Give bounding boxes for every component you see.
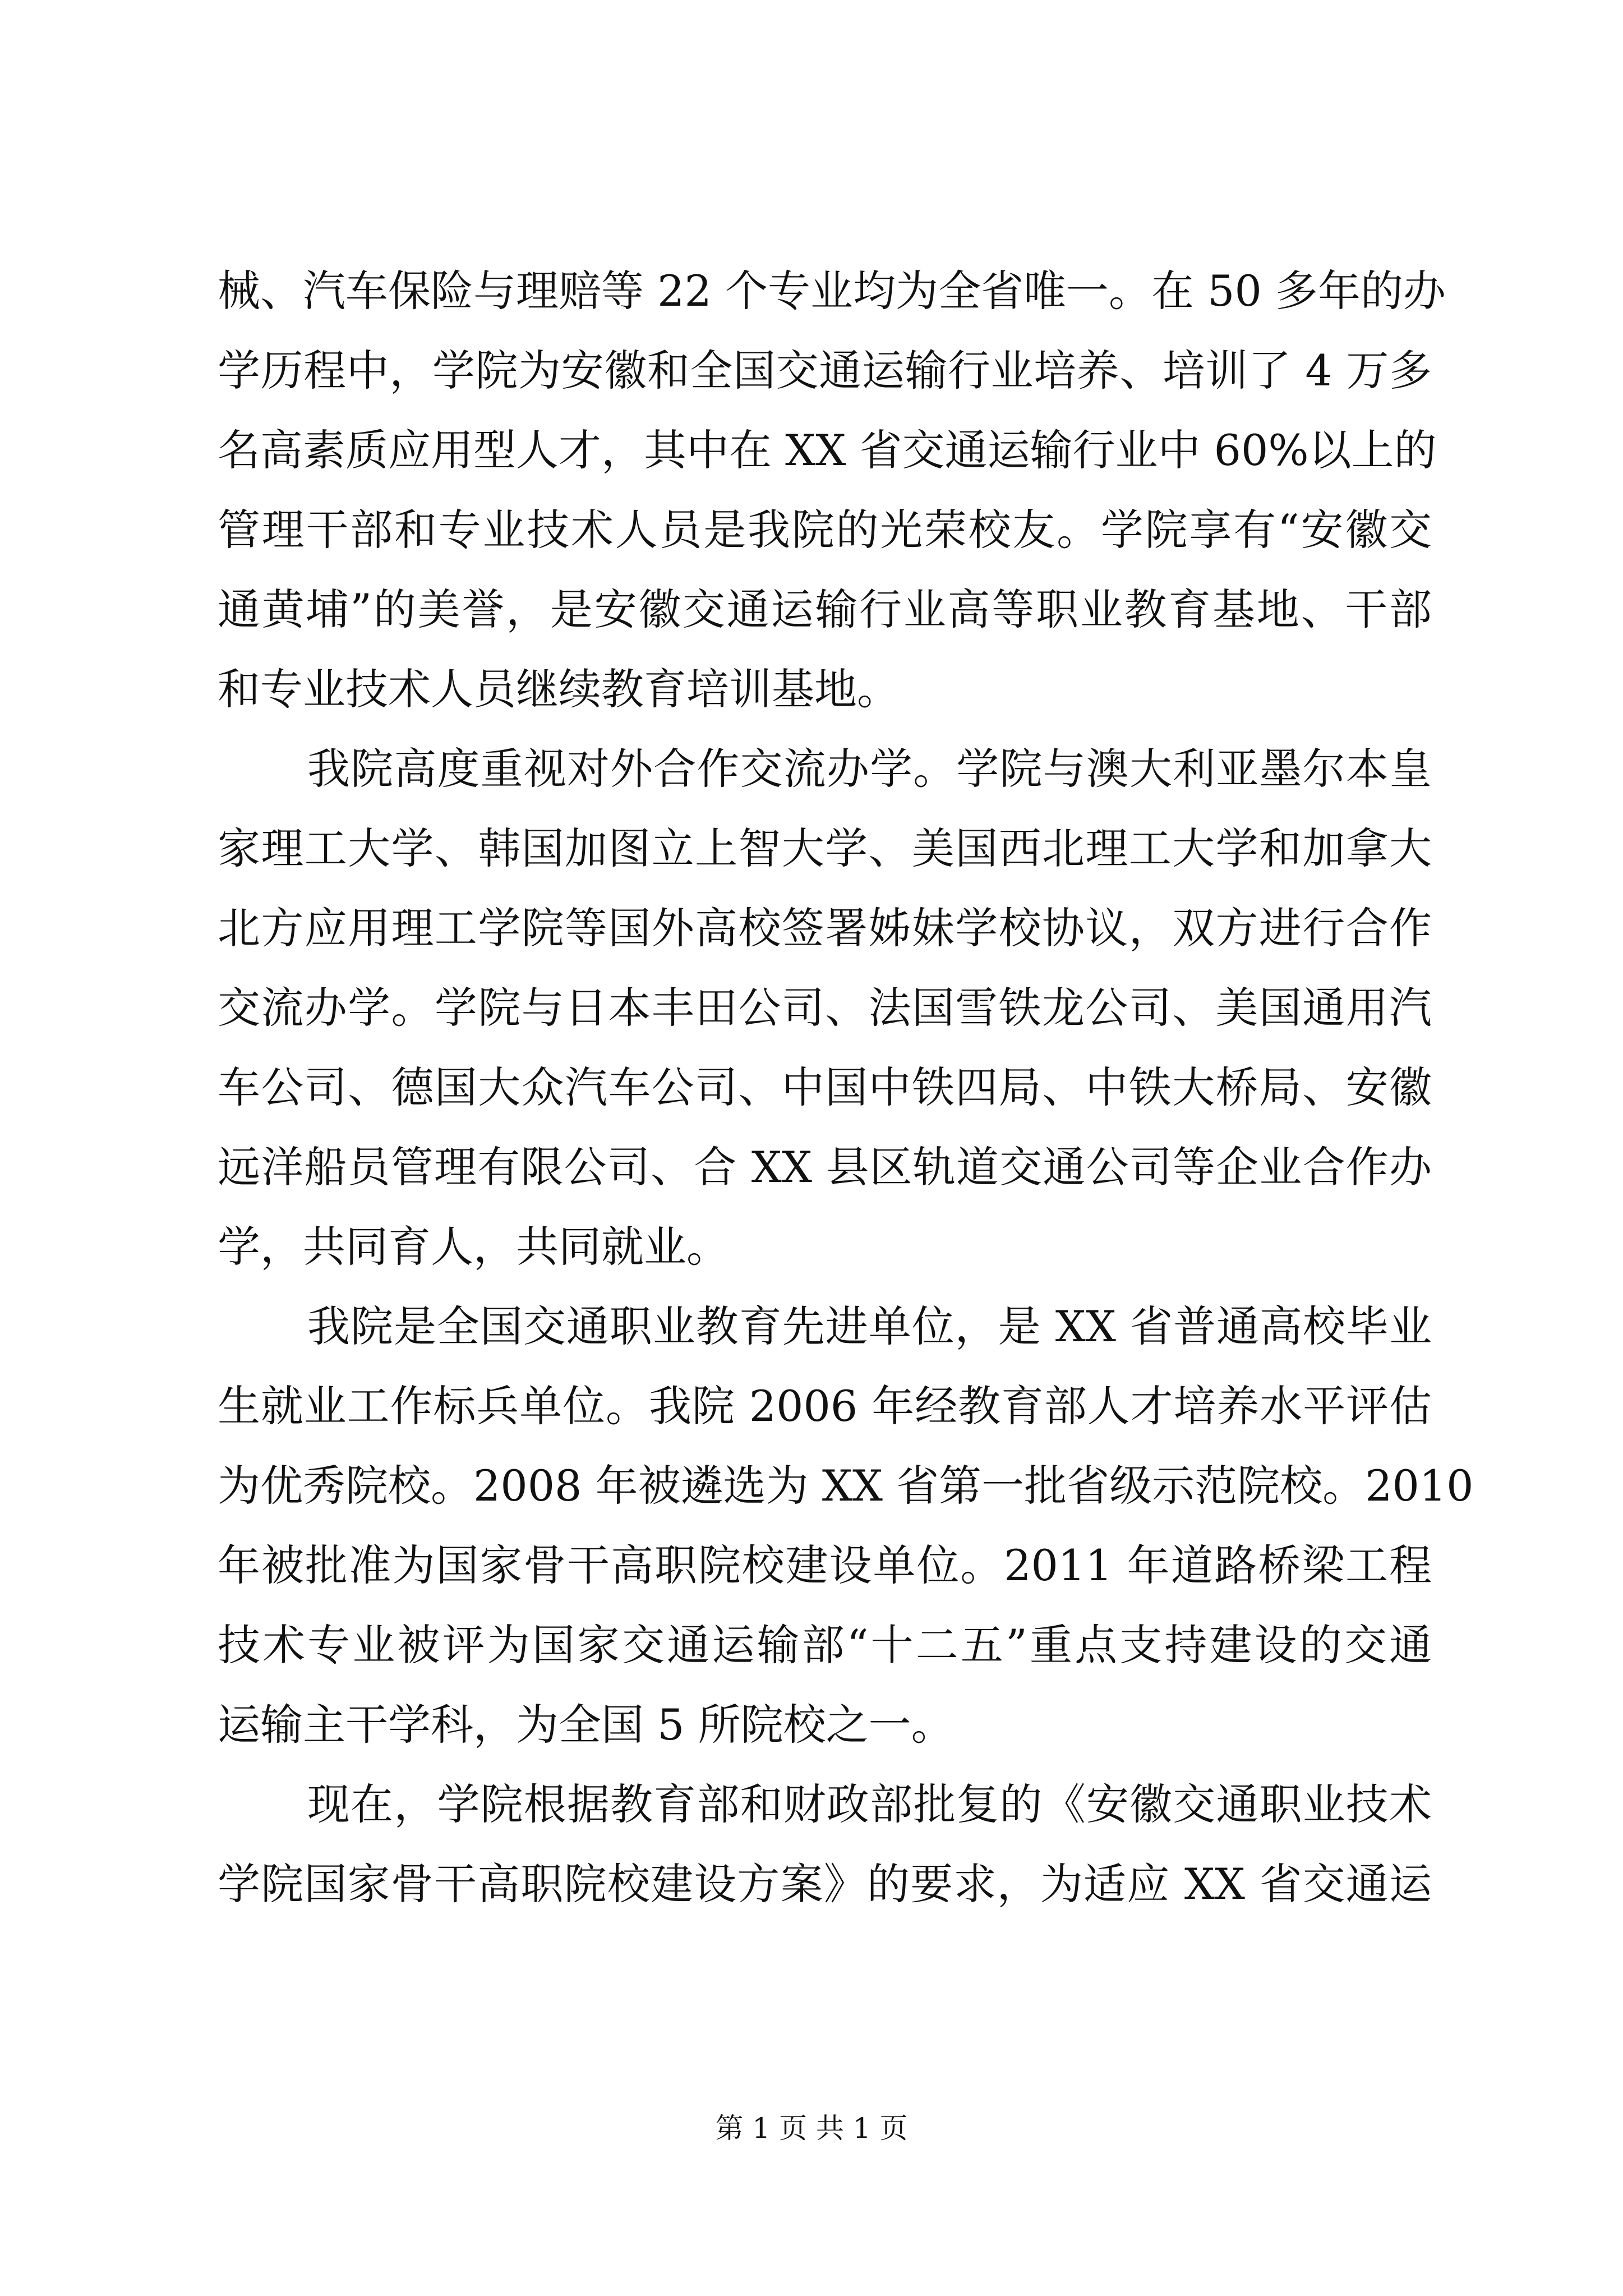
text-line: 械、汽车保险与理赔等 22 个专业均为全省唯一。在 50 多年的办 <box>218 266 1446 316</box>
text-line: 运输主干学科，为全国 5 所院校之一。 <box>218 1700 954 1750</box>
text-line: 我院是全国交通职业教育先进单位，是 XX 省普通高校毕业 <box>307 1301 1432 1351</box>
paragraph-4 <box>218 1765 1432 1924</box>
text-line: 现在，学院根据教育部和财政部批复的《安徽交通职业技术 <box>307 1779 1432 1829</box>
text-line: 车公司、德国大众汽车公司、中国中铁四局、中铁大桥局、安徽 <box>218 1062 1432 1112</box>
text-line: 家理工大学、韩国加图立上智大学、美国西北理工大学和加拿大 <box>218 823 1432 873</box>
text-line: 年被批准为国家骨干高职院校建设单位。2011 年道路桥梁工程 <box>218 1540 1432 1590</box>
text-line: 远洋船员管理有限公司、合 XX 县区轨道交通公司等企业合作办 <box>218 1142 1432 1192</box>
paragraph-1 <box>218 251 1446 729</box>
text-line: 学历程中，学院为安徽和全国交通运输行业培养、培训了 4 万多 <box>218 346 1432 395</box>
document-body <box>218 251 1474 1924</box>
paragraph-2 <box>218 729 1432 1287</box>
text-line: 交流办学。学院与日本丰田公司、法国雪铁龙公司、美国通用汽 <box>218 983 1432 1033</box>
text-line: 我院高度重视对外合作交流办学。学院与澳大利亚墨尔本皇 <box>307 744 1432 794</box>
text-line: 为优秀院校。2008 年被遴选为 XX 省第一批省级示范院校。2010 <box>218 1461 1474 1511</box>
text-line: 学，共同育人，共同就业。 <box>218 1222 729 1272</box>
paragraph-3 <box>218 1287 1474 1765</box>
text-line: 名高素质应用型人才，其中在 XX 省交通运输行业中 60%以上的 <box>218 425 1437 475</box>
text-line: 和专业技术人员继续教育培训基地。 <box>218 664 900 714</box>
text-line: 学院国家骨干高职院校建设方案》的要求，为适应 XX 省交通运 <box>218 1859 1432 1909</box>
text-line: 北方应用理工学院等国外高校签署姊妹学校协议，双方进行合作 <box>218 903 1432 953</box>
text-line: 管理干部和专业技术人员是我院的光荣校友。学院享有“安徽交 <box>218 505 1432 555</box>
page-footer: 第 1 页 共 1 页 <box>715 2112 908 2145</box>
text-line: 生就业工作标兵单位。我院 2006 年经教育部人才培养水平评估 <box>218 1381 1432 1431</box>
text-line: 通黄埔”的美誉，是安徽交通运输行业高等职业教育基地、干部 <box>218 585 1432 634</box>
text-line: 技术专业被评为国家交通运输部“十二五”重点支持建设的交通 <box>218 1620 1432 1670</box>
